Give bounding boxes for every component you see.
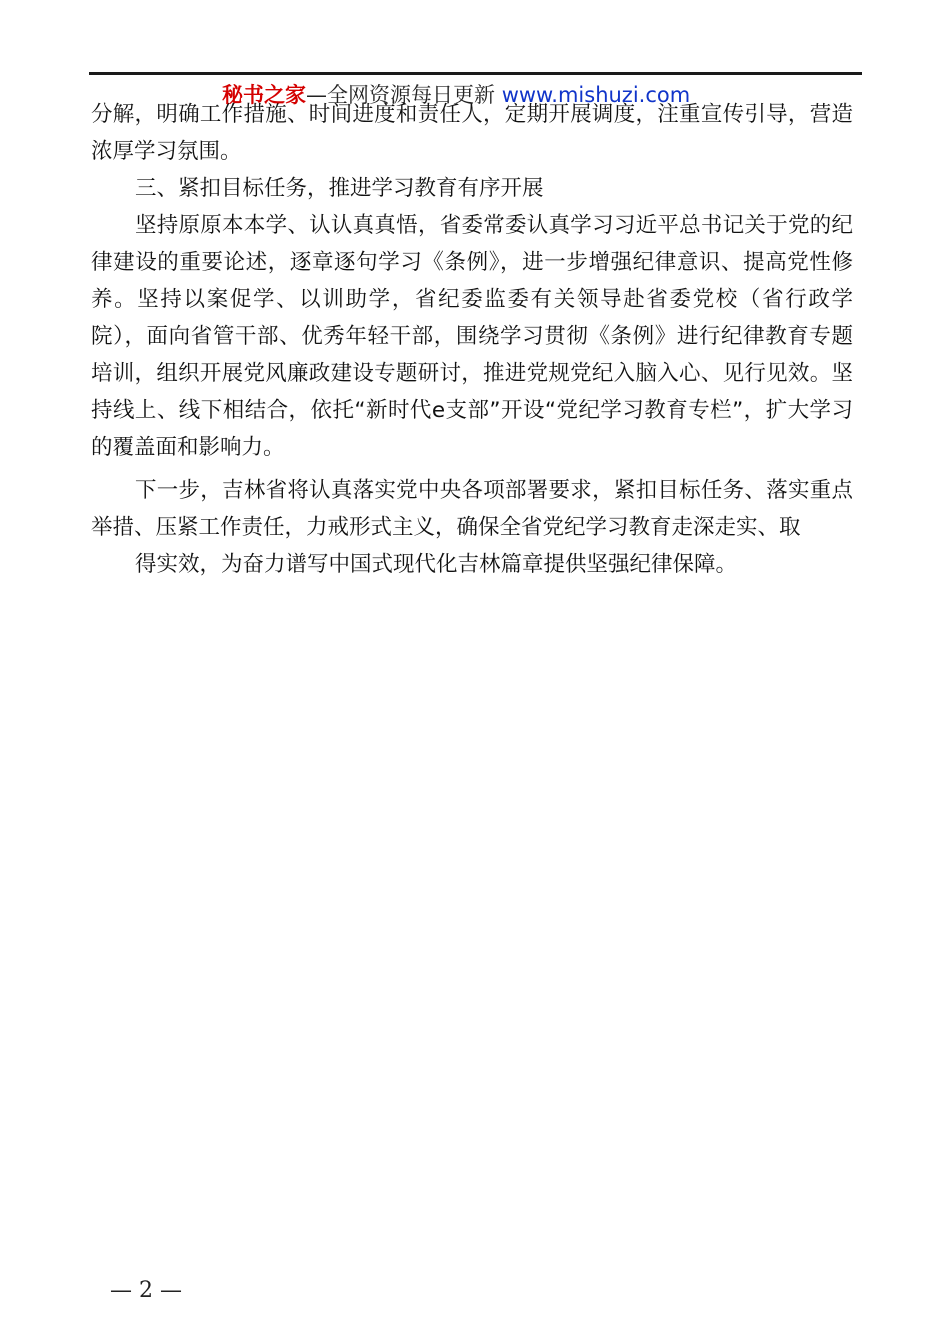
paragraph-last-line-clipped: 得实效，为奋力谱写中国式现代化吉林篇章提供坚强纪律保障。 — [135, 552, 738, 577]
watermark-banner — [222, 80, 690, 110]
document-body — [91, 96, 853, 580]
watermark-brand: 秘书之家 — [222, 83, 306, 107]
paragraph-next-step-lines: 下一步，吉林省将认真落实党中央各项部署要求，紧扣目标任务、落实重点举措、压紧工作责任，力戒形式主义，确保全省党纪学习教育走深走实、取 — [91, 478, 853, 540]
paragraph-study: 坚持原原本本学、认认真真悟，省委常委认真学习习近平总书记关于党的纪律建设的重要论述，逐章逐句学习《条例》，进一步增强纪律意识、提高党性修养。坚持以案促学、以训助学，省纪委监委有关领导赴省委党校（省行政学院），面向省管干部、优秀年轻干部，围绕学习贯彻《条例》进行纪律教育专题培训，组织开展党风廉政建设专题研讨，推进党规党纪入脑入心、见行见效。坚持线上、线下相结合，依托“新时代e支部”开设“党纪学习教育专栏”，扩大学习的覆盖面和影响力。 — [91, 213, 853, 460]
watermark-url[interactable]: www.mishuzi.com — [501, 83, 691, 107]
paragraph-next-step — [91, 472, 853, 580]
header-rule — [89, 72, 862, 75]
paragraph-continuation: 分解，明确工作措施、时间进度和责任人，定期开展调度，注重宣传引导，营造浓厚学习氛围。 — [91, 102, 853, 164]
section-heading-three: 三、紧扣目标任务，推进学习教育有序开展 — [135, 176, 544, 201]
watermark-text: —全网资源每日更新 — [306, 83, 502, 107]
page-number: — 2 — — [110, 1278, 182, 1303]
